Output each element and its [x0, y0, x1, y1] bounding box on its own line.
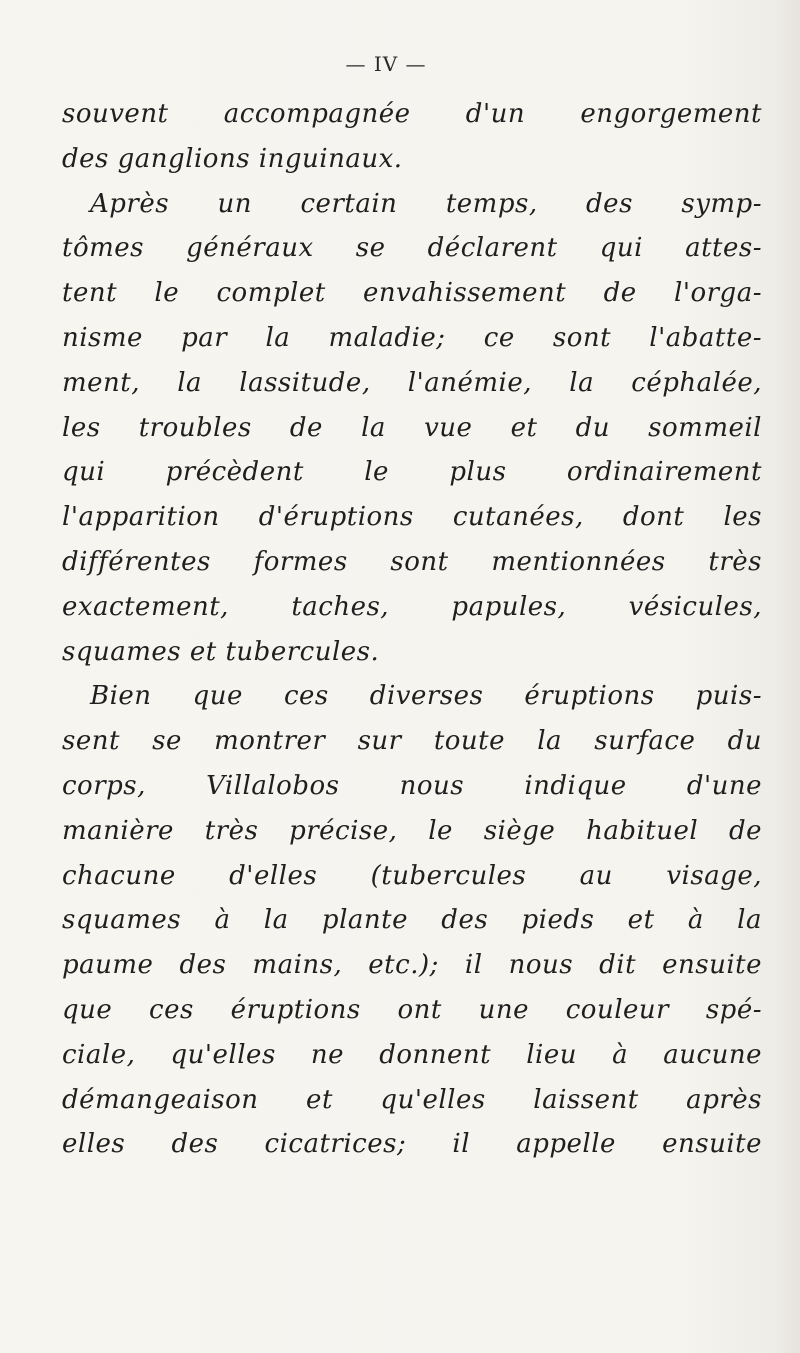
- text-line: nisme par la maladie; ce sont l'abatte-: [62, 322, 762, 353]
- text-line: manière très précise, le siège habituel de: [62, 815, 762, 846]
- text-line: tômes généraux se déclarent qui attes-: [62, 233, 762, 264]
- text-line: ciale, qu'elles ne donnent lieu à aucune: [62, 1039, 762, 1070]
- text-line: tent le complet envahissement de l'orga-: [62, 278, 762, 309]
- text-line: différentes formes sont mentionnées très: [62, 546, 762, 577]
- text-line: chacune d'elles (tubercules au visage,: [62, 860, 762, 891]
- text-line: que ces éruptions ont une couleur spé-: [62, 994, 762, 1025]
- text-line: l'apparition d'éruptions cutanées, dont les: [62, 502, 762, 533]
- text-line: Bien que ces diverses éruptions puis-: [90, 681, 762, 712]
- text-line: squames à la plante des pieds et à la: [62, 905, 762, 936]
- text-line: les troubles de la vue et du sommeil: [62, 412, 762, 443]
- text-line: elles des cicatrices; il appelle ensuite: [62, 1129, 762, 1160]
- text-line: paume des mains, etc.); il nous dit ensuite: [62, 950, 762, 981]
- text-line: exactement, taches, papules, vésicules,: [62, 591, 762, 622]
- text-line: des ganglions inguinaux.: [62, 143, 403, 174]
- body-text: [62, 92, 762, 1167]
- text-line: Après un certain temps, des symp-: [90, 188, 762, 219]
- text-line: squames et tubercules.: [62, 636, 380, 667]
- text-line: corps, Villalobos nous indique d'une: [62, 770, 762, 801]
- page-number-header: — IV —: [345, 52, 427, 76]
- text-line: démangeaison et qu'elles laissent après: [62, 1084, 762, 1115]
- text-line: souvent accompagnée d'un engorgement: [62, 99, 762, 129]
- text-line: ment, la lassitude, l'anémie, la céphalée,: [62, 367, 762, 398]
- text-line: qui précèdent le plus ordinairement: [62, 457, 762, 488]
- text-line: sent se montrer sur toute la surface du: [62, 726, 762, 757]
